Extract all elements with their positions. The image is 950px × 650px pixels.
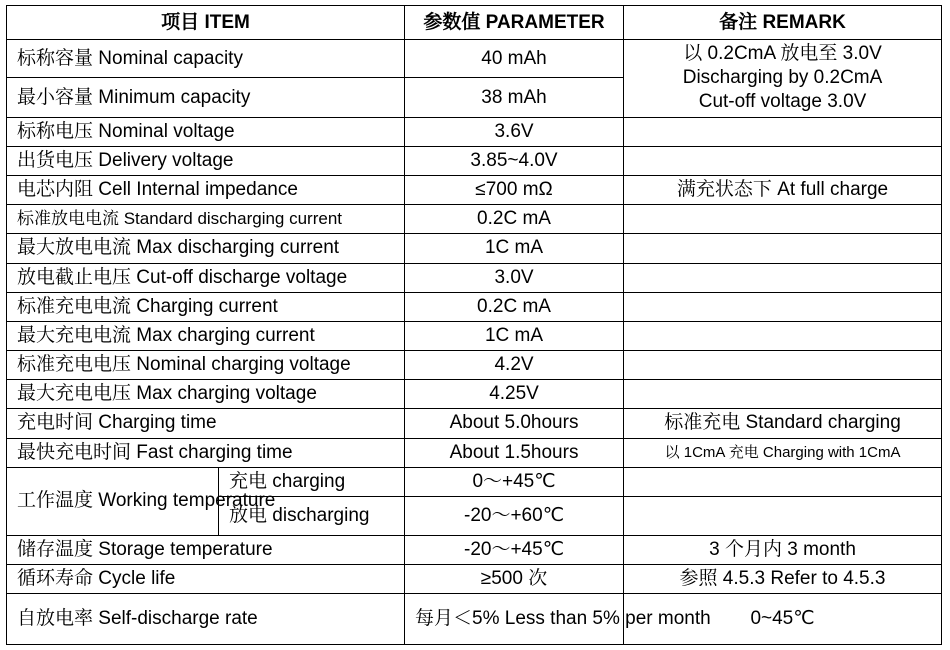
cycle-remark: 参照 4.5.3 Refer to 4.5.3	[624, 565, 942, 594]
working-temp-discharging-parameter: -20～+60℃	[405, 496, 624, 535]
capacity-remark-line: 以 0.2CmA 放电至 3.0V	[683, 43, 882, 65]
row-item: 充电时间 Charging time	[7, 409, 405, 438]
row-parameter: 4.25V	[405, 380, 624, 409]
row-item: 标称电压 Nominal voltage	[7, 117, 405, 146]
table-row	[7, 205, 942, 234]
header-remark: 备注 REMARK	[624, 6, 942, 40]
row-item: 标准充电电流 Charging current	[7, 292, 405, 321]
working-temp-charging-parameter: 0～+45℃	[405, 467, 624, 496]
storage-parameter: -20～+45℃	[405, 536, 624, 565]
row-parameter: About 1.5hours	[405, 438, 624, 467]
row-parameter: 1C mA	[405, 321, 624, 350]
row-parameter: 3.6V	[405, 117, 624, 146]
row-item: 最大充电电流 Max charging current	[7, 321, 405, 350]
table-row	[7, 351, 942, 380]
table-row	[7, 565, 942, 594]
table-row	[7, 234, 942, 263]
table-row	[7, 40, 942, 78]
row-remark	[624, 234, 942, 263]
table-row	[7, 321, 942, 350]
row-remark	[624, 321, 942, 350]
row-parameter: 4.2V	[405, 351, 624, 380]
row-remark	[624, 380, 942, 409]
table-row	[7, 536, 942, 565]
working-temp-charging-label: 充电 charging	[219, 467, 405, 496]
working-temp-item: 工作温度 Working temperature	[7, 467, 219, 535]
table-row	[7, 409, 942, 438]
row-parameter: 38 mAh	[405, 78, 624, 117]
storage-item: 储存温度 Storage temperature	[7, 536, 405, 565]
storage-remark: 3 个月内 3 month	[624, 536, 942, 565]
cycle-item: 循环寿命 Cycle life	[7, 565, 405, 594]
row-item: 最大放电电流 Max discharging current	[7, 234, 405, 263]
row-remark	[624, 146, 942, 175]
row-remark	[624, 263, 942, 292]
row-remark	[624, 351, 942, 380]
row-parameter: ≤700 mΩ	[405, 176, 624, 205]
row-remark	[624, 117, 942, 146]
row-parameter: 3.85~4.0V	[405, 146, 624, 175]
table-row	[7, 438, 942, 467]
row-parameter: 40 mAh	[405, 40, 624, 78]
self-discharge-parameter: 每月＜5% Less than 5% per month	[405, 594, 624, 645]
working-temp-charging-remark	[624, 467, 942, 496]
row-item: 放电截止电压 Cut-off discharge voltage	[7, 263, 405, 292]
row-parameter: 1C mA	[405, 234, 624, 263]
row-item: 最大充电电压 Max charging voltage	[7, 380, 405, 409]
table-row	[7, 146, 942, 175]
row-item: 最小容量 Minimum capacity	[7, 78, 405, 117]
row-item: 电芯内阻 Cell Internal impedance	[7, 176, 405, 205]
table-row	[7, 117, 942, 146]
row-item: 标准充电电压 Nominal charging voltage	[7, 351, 405, 380]
row-item: 最快充电时间 Fast charging time	[7, 438, 405, 467]
row-remark	[624, 292, 942, 321]
table-row	[7, 380, 942, 409]
row-parameter: 0.2C mA	[405, 292, 624, 321]
self-discharge-item: 自放电率 Self-discharge rate	[7, 594, 405, 645]
row-item: 标称容量 Nominal capacity	[7, 40, 405, 78]
header-parameter: 参数值 PARAMETER	[405, 6, 624, 40]
working-temp-discharging-remark	[624, 496, 942, 535]
row-remark	[624, 205, 942, 234]
capacity-remark	[624, 40, 942, 117]
table-row	[7, 176, 942, 205]
header-item: 项目 ITEM	[7, 6, 405, 40]
table-header-row	[7, 6, 942, 40]
table-row	[7, 594, 942, 645]
table-row	[7, 292, 942, 321]
row-parameter: 0.2C mA	[405, 205, 624, 234]
battery-spec-table	[6, 5, 942, 645]
row-parameter: 3.0V	[405, 263, 624, 292]
self-discharge-remark: 0~45℃	[624, 594, 942, 645]
row-remark: 以 1CmA 充电 Charging with 1CmA	[624, 438, 942, 467]
capacity-remark-line: Discharging by 0.2CmA	[682, 67, 883, 89]
table-row	[7, 467, 942, 496]
row-item: 出货电压 Delivery voltage	[7, 146, 405, 175]
row-item: 标准放电电流 Standard discharging current	[7, 205, 405, 234]
capacity-remark-line: Cut-off voltage 3.0V	[698, 91, 867, 113]
cycle-parameter: ≥500 次	[405, 565, 624, 594]
working-temp-discharging-label: 放电 discharging	[219, 496, 405, 535]
table-row	[7, 263, 942, 292]
row-remark: 满充状态下 At full charge	[624, 176, 942, 205]
row-remark: 标准充电 Standard charging	[624, 409, 942, 438]
row-parameter: About 5.0hours	[405, 409, 624, 438]
